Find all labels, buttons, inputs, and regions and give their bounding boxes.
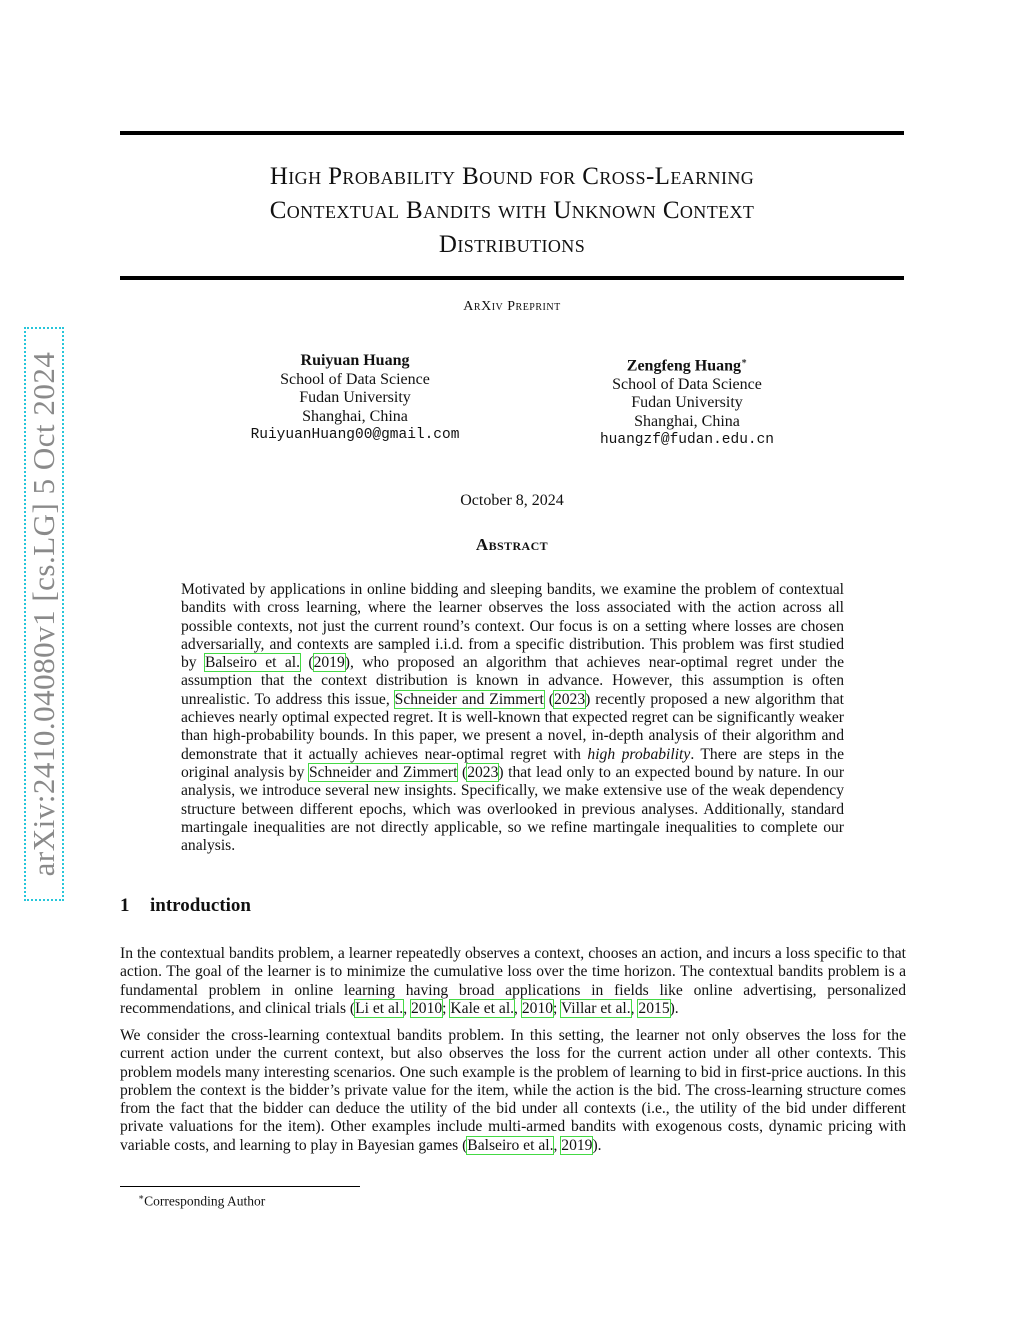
section-number: 1: [120, 895, 130, 916]
citation-year-link[interactable]: 2019: [561, 1136, 593, 1154]
author-name: Ruiyuan Huang: [300, 352, 410, 369]
citation-link[interactable]: Balseiro et al.: [467, 1136, 554, 1154]
footnote-text: Corresponding Author: [144, 1193, 266, 1209]
arxiv-identifier: arXiv:2410.04080v1 [cs.LG] 5 Oct 2024: [26, 351, 61, 877]
footnote-rule: [120, 1186, 360, 1187]
citation-link[interactable]: Balseiro et al.: [204, 654, 301, 672]
title-rule-bottom: [120, 276, 904, 280]
author-block-2: [537, 352, 837, 450]
title-rule-top: [120, 131, 904, 135]
title-line-1: High Probability Bound for Cross-Learning: [269, 163, 755, 190]
author-university: Fudan University: [299, 389, 411, 406]
citation-link[interactable]: Schneider and Zimmert: [394, 690, 544, 708]
intro-paragraph-1: In the contextual bandits problem, a learner repeatedly observes a context, chooses an action, and incurs a loss specific to that action. The goal of the learner is to minimize the cumulative loss over the time horizon. The contextual bandits problem is a fundamental problem in online learning having broad applications in fields like online advertising, personalized recommendations, and clinical trials (Li et al., 2010; Kale et al., 2010; Villar et al., 2015).: [120, 945, 906, 1017]
citation-link[interactable]: Villar et al.: [560, 999, 631, 1017]
arxiv-side-stamp: [24, 327, 64, 901]
abstract-body: Motivated by applications in online bidding and sleeping bandits, we examine the problem of contextual bandits with cross learning, where the learner observes the loss associated with the action across all possible contexts, not just the current round’s context. Our focus is on a setting where losses are chosen adversarially, and contexts are sampled i.i.d. from a specific distribution. This problem was first studied by Balseiro et al. (2019), who proposed an algorithm that achieves near-optimal regret under the assumption that the context distribution is known in advance. However, this assumption is often unrealistic. To address this issue, Schneider and Zimmert (2023) recently proposed a new algorithm that achieves nearly optimal expected regret. It is well-known that expected regret can be significantly weaker than high-probability bounds. In this paper, we present a novel, in-depth analysis of their algorithm and demonstrate that it actually achieves near-optimal regret with high probability. There are steps in the original analysis by Schneider and Zimmert (2023) that lead only to an expected bound by nature. In our analysis, we introduce several new insights. Specifically, we make extensive use of the weak dependency structure between different epochs, which was overlooked in previous analyses. Additionally, standard martingale inequalities are not directly applicable, so we refine martingale inequalities to complete our analysis.: [181, 581, 845, 855]
citation-year-link[interactable]: 2023: [553, 690, 586, 708]
paper-date: October 8, 2024: [460, 492, 564, 509]
author-email[interactable]: huangzf@fudan.edu.cn: [599, 432, 775, 449]
title-line-2: Contextual Bandits with Unknown Context: [269, 197, 755, 224]
footnote: [138, 1192, 265, 1210]
author-school: School of Data Science: [280, 370, 430, 388]
author-block-1: [205, 352, 505, 445]
author-location: Shanghai, China: [302, 407, 408, 425]
author-university: Fudan University: [631, 394, 743, 412]
author-email[interactable]: RuiyuanHuang00@gmail.com: [250, 427, 460, 443]
intro-paragraph-2: We consider the cross-learning contextual bandits problem. In this setting, the learner not only observes the loss for the current action under the current context, but also observes the loss for the current action under all other contexts. This problem models many interesting scenarios. One such example is the problem of learning to bid in first-price auctions. In this problem the context is the bidder’s private value for the item, while the action is the bid. The cross-learning structure comes from the fact that the bidder can deduce the utility of the bid under all contexts (i.e., the utility of the bid under different private valuations for the item). Other examples include multi-armed bandits with exogenous costs, dynamic pricing with variable costs, and learning to play in Bayesian games (Balseiro et al., 2019).: [120, 1027, 906, 1154]
citation-link[interactable]: Kale et al.: [450, 999, 515, 1017]
author-location: Shanghai, China: [634, 412, 740, 430]
paper-title: [120, 160, 904, 262]
footnote-marker: ∗: [138, 1192, 145, 1202]
abstract-heading: Abstract: [475, 535, 549, 554]
corresponding-marker[interactable]: ∗: [741, 356, 748, 366]
section-heading: [120, 895, 904, 917]
citation-year-link[interactable]: 2019: [313, 654, 345, 672]
citation-year-link[interactable]: 2010: [410, 999, 443, 1017]
section-title: introduction: [150, 895, 252, 916]
citation-link[interactable]: Li et al.: [355, 999, 404, 1017]
citation-year-link[interactable]: 2015: [638, 999, 670, 1017]
citation-link[interactable]: Schneider and Zimmert: [308, 763, 458, 781]
citation-year-link[interactable]: 2023: [467, 763, 499, 781]
emphasis-text: high probability: [587, 745, 691, 763]
citation-year-link[interactable]: 2010: [521, 999, 554, 1017]
title-line-3: Distributions: [438, 231, 586, 258]
author-name: Zengfeng Huang∗: [626, 356, 748, 375]
author-school: School of Data Science: [612, 375, 762, 393]
preprint-label: ArXiv Preprint: [463, 299, 561, 314]
